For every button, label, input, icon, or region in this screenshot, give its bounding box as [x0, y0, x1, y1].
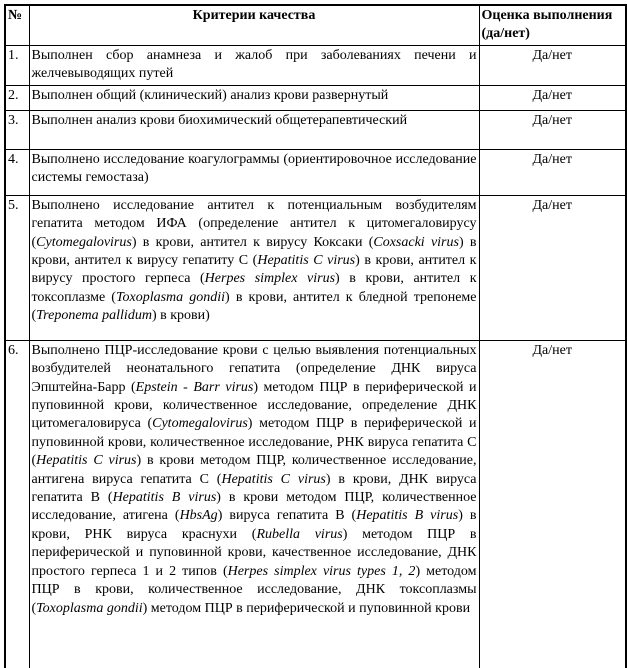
criteria-latin-term: HbsAg	[179, 508, 218, 524]
criteria-text-segment: ) вируса гепатита В (	[217, 508, 357, 524]
criteria-text-segment: ) в крови, антител к вирусу гепатиту С (	[31, 234, 477, 269]
criteria-latin-term: Epstein - Barr virus	[135, 379, 254, 395]
criteria-text-segment: ) в крови)	[151, 308, 210, 324]
row-number-cell: 6.	[5, 340, 29, 668]
score-cell: Да/нет	[479, 340, 626, 668]
criteria-latin-term: Treponema pallidum	[36, 308, 152, 324]
criteria-text-segment: ) методом ПЦР в периферической и пуповинной крови, количественное исследование, РНК вируса гепатита С (	[31, 416, 477, 469]
criteria-latin-term: Hepatitis B virus	[112, 490, 217, 506]
criteria-text-segment: Выполнен анализ крови биохимический общетерапевтический	[31, 112, 408, 128]
column-header-number: №	[5, 5, 29, 45]
criteria-text-cell	[29, 85, 479, 110]
criteria-latin-term: Herpes simplex virus	[204, 271, 336, 287]
criteria-latin-term: Coxsacki virus	[373, 234, 459, 250]
score-cell: Да/нет	[479, 45, 626, 85]
criteria-text-segment: ) методом ПЦР в периферической и пуповинной крови, количественное исследование, определение ДНК цитомегаловируса (	[31, 379, 477, 432]
table-row	[5, 340, 626, 668]
row-number-cell: 1.	[5, 45, 29, 85]
row-number-cell: 2.	[5, 85, 29, 110]
criteria-text-cell	[29, 45, 479, 85]
header-row	[5, 5, 626, 45]
criteria-latin-term: Hepatitis B virus	[356, 508, 459, 524]
criteria-text-segment: ) в крови методом ПЦР, количественное исследование, антигена вируса гепатита С (	[31, 453, 477, 487]
table-row	[5, 149, 626, 195]
column-header-criteria: Критерии качества	[29, 5, 479, 45]
criteria-text-segment: ) в крови, ДНК вируса гепатита В (	[31, 471, 477, 506]
criteria-latin-term: Cytomegalovirus	[152, 416, 248, 432]
table-row	[5, 195, 626, 340]
score-cell: Да/нет	[479, 149, 626, 195]
criteria-text-cell	[29, 340, 479, 668]
criteria-text-segment: Выполнено ПЦР-исследование крови с целью выявления потенциальных возбудителей неонатального гепатита (определение ДНК вируса Эпштейна-Барр (	[31, 342, 477, 395]
criteria-text-segment: ) в крови, антител к вирусу Коксаки (	[131, 234, 374, 250]
criteria-latin-term: Herpes simplex virus types 1, 2	[227, 563, 416, 579]
table-row	[5, 45, 626, 85]
criteria-text-cell	[29, 149, 479, 195]
column-header-score: Оценка выполнения (да/нет)	[479, 5, 626, 45]
score-cell: Да/нет	[479, 110, 626, 149]
table-row	[5, 110, 626, 149]
criteria-text-segment: ) методом ПЦР в периферической и пуповинной крови	[142, 600, 471, 616]
score-cell: Да/нет	[479, 195, 626, 340]
criteria-latin-term: Cytomegalovirus	[36, 234, 132, 250]
criteria-latin-term: Toxoplasma gondii	[36, 600, 143, 616]
score-cell: Да/нет	[479, 85, 626, 110]
row-number-cell: 3.	[5, 110, 29, 149]
criteria-text-cell	[29, 195, 479, 340]
criteria-table	[4, 4, 627, 668]
criteria-text-segment: ) методом ПЦР в крови, количественное исследование, ДНК токсоплазмы (	[31, 563, 477, 616]
criteria-text-segment: Выполнен общий (клинический) анализ крови развернутый	[31, 87, 389, 103]
criteria-text-segment: Выполнено исследование коагулограммы (ориентировочное исследование системы гемостаза)	[31, 151, 477, 186]
criteria-table-body	[5, 45, 626, 668]
row-number-cell: 4.	[5, 149, 29, 195]
criteria-text-segment: Выполнен сбор анамнеза и жалоб при заболеваниях печени и желчевыводящих путей	[31, 47, 477, 82]
criteria-latin-term: Toxoplasma gondii	[115, 289, 226, 305]
criteria-text-segment: ) в крови, РНК вируса краснухи (	[31, 508, 477, 542]
criteria-text-cell	[29, 110, 479, 149]
criteria-latin-term: Hepatitis C virus	[36, 453, 137, 469]
criteria-text-segment: Выполнено исследование антител к потенциальным возбудителям гепатита методом ИФА (определение антител к цитомегаловирусу (	[31, 197, 477, 250]
criteria-latin-term: Hepatitis C virus	[257, 253, 356, 269]
criteria-text-segment: ) в крови, антител к вирусу простого герпеса (	[31, 253, 477, 287]
table-row	[5, 85, 626, 110]
criteria-text-segment: ) методом ПЦР в периферической и пуповинной крови, качественное исследование, ДНК простого герпеса 1 и 2 типов (	[31, 526, 477, 579]
criteria-latin-term: Rubella virus	[256, 526, 343, 542]
criteria-text-segment: ) в крови, антител к бледной трепонеме (	[31, 289, 477, 324]
criteria-text-segment: ) в крови методом ПЦР, количественное исследование, атигена (	[31, 490, 477, 524]
row-number-cell: 5.	[5, 195, 29, 340]
criteria-text-segment: ) в крови, антител к токсоплазме (	[31, 271, 477, 305]
criteria-latin-term: Hepatitis C virus	[221, 471, 326, 487]
